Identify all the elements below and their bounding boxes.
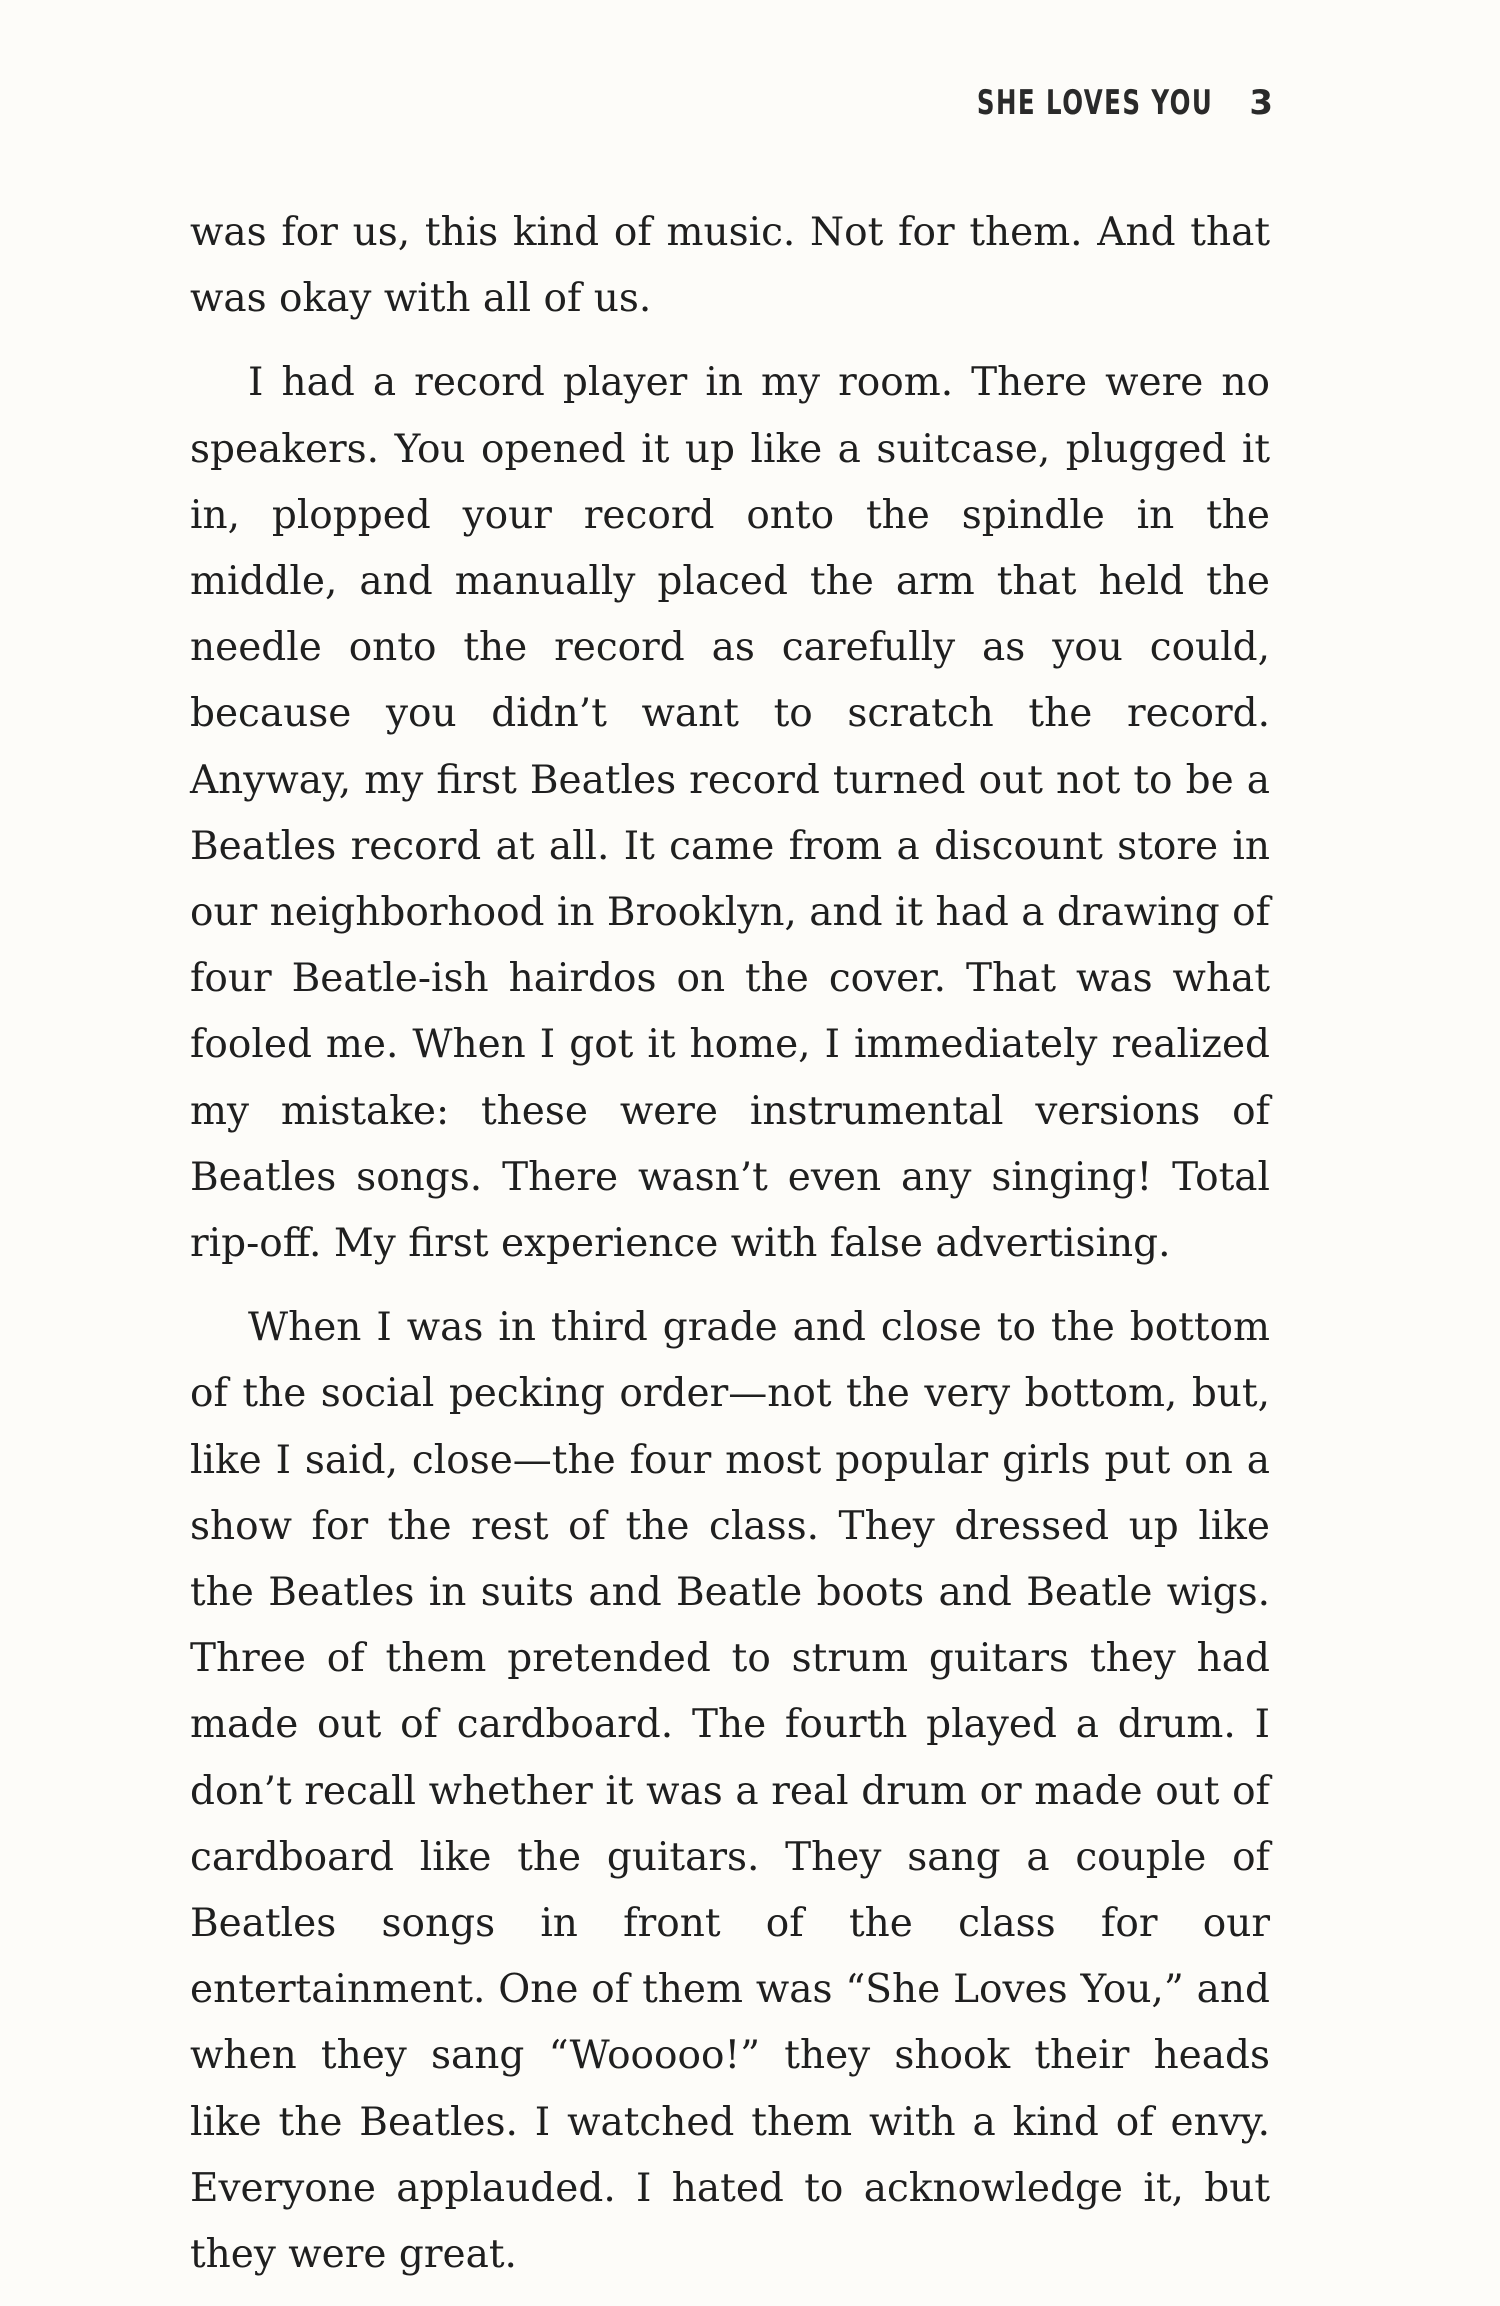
- running-head-title: SHE LOVES YOU: [976, 83, 1214, 123]
- body-text: [190, 200, 1270, 2306]
- running-head: [885, 78, 1275, 128]
- paragraph-2: I had a record player in my room. There were no speakers. You opened it up like a suitcase, plugged it in, plopped your record onto the spindle in the middle, and manually placed the arm that held the needle onto the record as carefully as you could, because you didn’t want to scratch the record. Anyway, my first Beatles record turned out not to be a Beatles record at all. It came from a discount store in our neighborhood in Brooklyn, and it had a drawing of four Beatle-ish hairdos on the cover. That was what fooled me. When I got it home, I immediately realized my mistake: these were instrumental versions of Beatles songs. There wasn’t even any singing! Total rip-off. My first experience with false advertising.: [190, 360, 1270, 1267]
- page-number: 3: [1249, 83, 1275, 123]
- paragraph-1: was for us, this kind of music. Not for them. And that was okay with all of us.: [190, 210, 1270, 322]
- paragraph-3: When I was in third grade and close to the bottom of the social pecking order—not the very bottom, but, like I said, close—the four most popular girls put on a show for the rest of the class. They dressed up like the Beatles in suits and Beatle boots and Beatle wigs. Three of them pretended to strum guitars they had made out of cardboard. The fourth played a drum. I don’t recall whether it was a real drum or made out of cardboard like the guitars. They sang a couple of Beatles songs in front of the class for our entertainment. One of them was “She Loves You,” and when they sang “Wooooo!” they shook their heads like the Beatles. I watched them with a kind of envy. Everyone applauded. I hated to acknowledge it, but they were great.: [190, 1305, 1270, 2278]
